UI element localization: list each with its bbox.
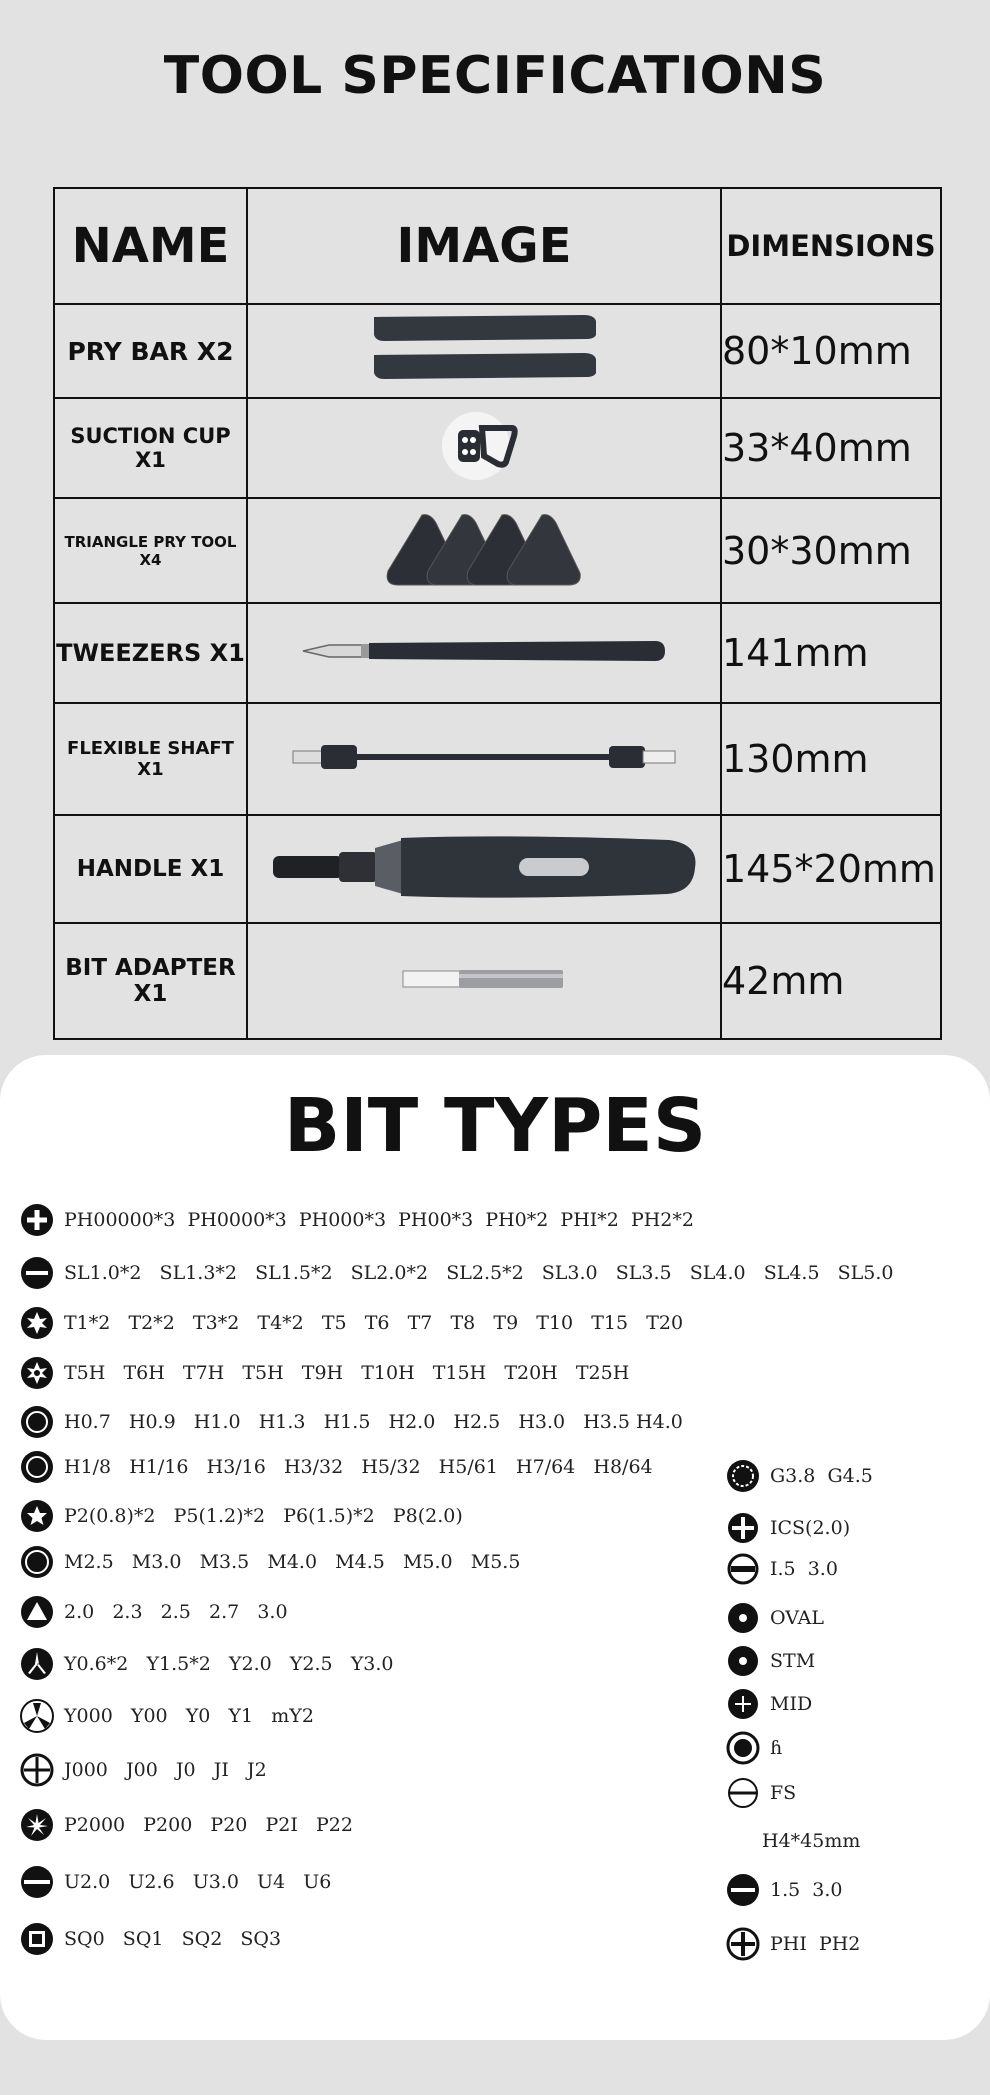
bit-sizes: P2(0.8)*2 P5(1.2)*2 P6(1.5)*2 P8(2.0) — [64, 1505, 463, 1527]
list-item — [20, 1405, 683, 1439]
bit-sizes: T1*2 T2*2 T3*2 T4*2 T5 T6 T7 T8 T9 T10 T15 T20 — [64, 1312, 684, 1334]
tweezers-icon — [299, 631, 669, 671]
triangle-pry-tool-icon — [384, 507, 584, 591]
bit-sizes: H1/8 H1/16 H3/16 H3/32 H5/32 H5/61 H7/64 H8/64 — [64, 1456, 653, 1478]
list-item — [726, 1687, 812, 1721]
bit-sizes: FS — [770, 1782, 797, 1804]
header-name: NAME — [54, 188, 247, 304]
list-item — [726, 1601, 824, 1635]
table-row — [54, 398, 941, 498]
row-dimension: 145*20mm — [721, 815, 941, 923]
list-item — [726, 1644, 815, 1678]
list-item — [20, 1203, 694, 1237]
list-item — [20, 1865, 331, 1899]
bit-sizes: P2000 P200 P20 P2I P22 — [64, 1814, 353, 1836]
list-item — [726, 1927, 860, 1961]
list-item — [726, 1776, 796, 1810]
bit-sizes: U2.0 U2.6 U3.0 U4 U6 — [64, 1871, 332, 1893]
bit-sizes: OVAL — [770, 1607, 825, 1629]
bit-sizes: T5H T6H T7H T5H T9H T10H T15H T20H T25H — [64, 1362, 630, 1384]
table-row — [54, 304, 941, 398]
list-item — [20, 1808, 353, 1842]
row-image — [247, 923, 721, 1039]
flexible-shaft-icon — [289, 737, 679, 777]
row-dimension: 33*40mm — [721, 398, 941, 498]
slotted-small-icon — [726, 1552, 760, 1586]
cross-ics-icon — [726, 1511, 760, 1545]
list-item — [20, 1647, 393, 1681]
hex-inch-icon — [20, 1450, 54, 1484]
row-name: SUCTION CUP X1 — [54, 398, 247, 498]
bit-sizes: H0.7 H0.9 H1.0 H1.3 H1.5 H2.0 H2.5 H3.0 H3.5 H4.0 — [64, 1411, 683, 1433]
phillips-icon — [20, 1203, 54, 1237]
bit-sizes: Y000 Y00 Y0 Y1 mY2 — [64, 1705, 314, 1727]
header-image: IMAGE — [247, 188, 721, 304]
tri-wing-icon — [20, 1647, 54, 1681]
right-note: H4*45mm — [762, 1830, 861, 1852]
row-image — [247, 703, 721, 815]
row-name: TRIANGLE PRY TOOL X4 — [54, 498, 247, 603]
bit-sizes: STM — [770, 1650, 816, 1672]
oval-icon — [726, 1601, 760, 1635]
row-image — [247, 498, 721, 603]
bit-sizes: SQ0 SQ1 SQ2 SQ3 — [64, 1928, 282, 1950]
table-row — [54, 498, 941, 603]
spec-table — [53, 187, 942, 1040]
table-row — [54, 603, 941, 703]
bit-sizes: PHI PH2 — [770, 1933, 861, 1955]
row-image — [247, 603, 721, 703]
row-dimension: 141mm — [721, 603, 941, 703]
list-item — [20, 1306, 683, 1340]
row-name: FLEXIBLE SHAFT X1 — [54, 703, 247, 815]
bit-types-title: BIT TYPES — [283, 1083, 707, 1169]
u-ring-icon — [726, 1731, 760, 1765]
stm-icon — [726, 1644, 760, 1678]
list-item — [726, 1552, 838, 1586]
row-name: HANDLE X1 — [54, 815, 247, 923]
square-icon — [20, 1922, 54, 1956]
list-item — [20, 1595, 288, 1629]
hex-icon — [20, 1405, 54, 1439]
u-type-icon — [20, 1865, 54, 1899]
table-header-row — [54, 188, 941, 304]
slotted-icon — [20, 1256, 54, 1290]
row-dimension: 42mm — [721, 923, 941, 1039]
list-item — [20, 1256, 894, 1290]
bit-sizes: ICS(2.0) — [770, 1517, 851, 1539]
list-item — [20, 1450, 653, 1484]
row-image — [247, 815, 721, 923]
bit-sizes: PH00000*3 PH0000*3 PH000*3 PH00*3 PH0*2 PHI*2 PH2*2 — [64, 1209, 694, 1231]
list-item — [20, 1499, 463, 1533]
row-dimension: 130mm — [721, 703, 941, 815]
bit-adapter-icon — [399, 964, 569, 994]
bit-sizes: J000 J00 J0 JI J2 — [64, 1759, 267, 1781]
gear-bit-icon — [726, 1459, 760, 1493]
pentagon-star-icon — [20, 1808, 54, 1842]
suction-cup-icon — [434, 406, 534, 486]
list-item — [20, 1699, 314, 1733]
fs-icon — [726, 1776, 760, 1810]
list-item — [20, 1922, 281, 1956]
table-row — [54, 815, 941, 923]
triangle-icon — [20, 1595, 54, 1629]
row-name: BIT ADAPTER X1 — [54, 923, 247, 1039]
table-row — [54, 703, 941, 815]
y-type-icon — [20, 1699, 54, 1733]
hex-socket-icon — [20, 1545, 54, 1579]
torx-security-icon — [20, 1356, 54, 1390]
mid-icon — [726, 1687, 760, 1721]
bit-sizes: M2.5 M3.0 M3.5 M4.0 M4.5 M5.0 M5.5 — [64, 1551, 521, 1573]
row-dimension: 30*30mm — [721, 498, 941, 603]
phillips-ph-icon — [726, 1927, 760, 1961]
pry-bar-icon — [364, 309, 604, 389]
list-item — [726, 1459, 873, 1493]
row-image — [247, 304, 721, 398]
torx-icon — [20, 1306, 54, 1340]
list-item — [20, 1753, 267, 1787]
bit-sizes: ɦ — [770, 1737, 783, 1759]
row-name: TWEEZERS X1 — [54, 603, 247, 703]
table-row — [54, 923, 941, 1039]
row-name: PRY BAR X2 — [54, 304, 247, 398]
bit-sizes: Y0.6*2 Y1.5*2 Y2.0 Y2.5 Y3.0 — [64, 1653, 394, 1675]
list-item — [726, 1873, 843, 1907]
list-item — [726, 1731, 782, 1765]
header-dimensions: DIMENSIONS — [721, 188, 941, 304]
bit-sizes: SL1.0*2 SL1.3*2 SL1.5*2 SL2.0*2 SL2.5*2 SL3.0 SL3.5 SL4.0 SL4.5 SL5.0 — [64, 1262, 894, 1284]
bit-sizes: 1.5 3.0 — [770, 1879, 843, 1901]
pentalobe-icon — [20, 1499, 54, 1533]
list-item — [20, 1356, 629, 1390]
handle-icon — [269, 832, 699, 902]
row-image — [247, 398, 721, 498]
bit-sizes: G3.8 G4.5 — [770, 1465, 873, 1487]
row-dimension: 80*10mm — [721, 304, 941, 398]
bit-sizes: 2.0 2.3 2.5 2.7 3.0 — [64, 1601, 288, 1623]
list-item — [726, 1511, 850, 1545]
bit-sizes: MID — [770, 1693, 813, 1715]
list-item — [20, 1545, 520, 1579]
bit-sizes: I.5 3.0 — [770, 1558, 838, 1580]
page-title: TOOL SPECIFICATIONS — [163, 46, 827, 106]
cross-j-icon — [20, 1753, 54, 1787]
slotted-long-icon — [726, 1873, 760, 1907]
